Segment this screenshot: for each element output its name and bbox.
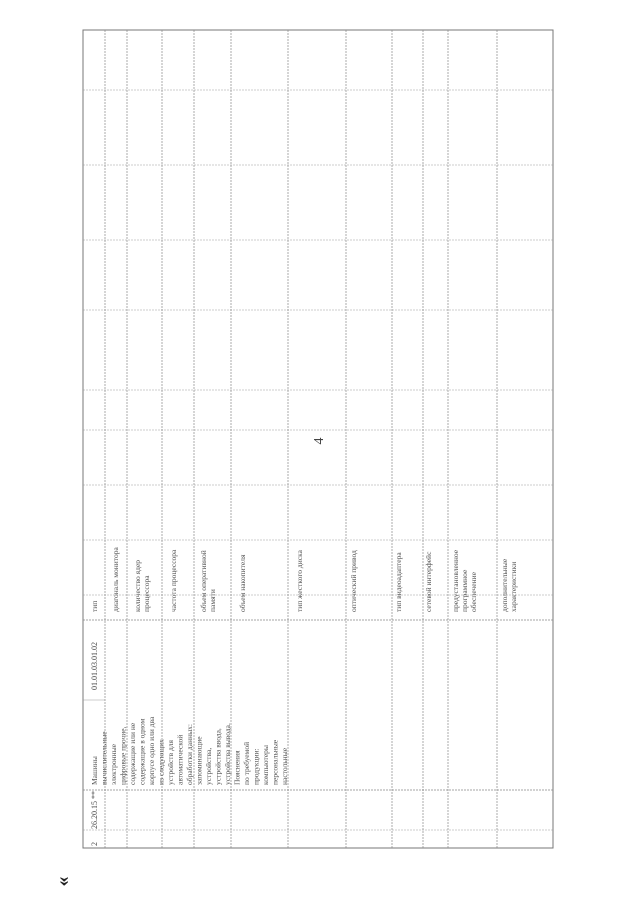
characteristic-label: тип [90, 600, 99, 612]
characteristic-label: обеспечение [469, 572, 478, 612]
product-name-line: устройства, [204, 747, 213, 785]
characteristic-label: памяти [208, 589, 217, 612]
characteristic-label: диагональ монитора [111, 547, 120, 612]
characteristic-label: программное [460, 569, 469, 612]
product-name-line: Машины [90, 756, 99, 785]
characteristic-label: количество ядер [133, 559, 142, 612]
characteristic-label: частота процессора [169, 549, 178, 612]
okpd2-code: 26.20.15 ** [90, 791, 99, 829]
characteristic-label: процессора [142, 575, 151, 612]
product-name-line: обработки данных: [185, 724, 194, 785]
product-name-line: персональные [270, 739, 280, 785]
characteristic-label: предустановленное [451, 549, 460, 612]
product-name-line: по требуемой [242, 741, 251, 785]
characteristic-label: тип видеоадаптера [394, 552, 403, 612]
product-name-line: цифровые прочие, [118, 726, 128, 785]
product-name-line: компьютеры [261, 745, 270, 785]
characteristic-label: объем оперативной [199, 550, 208, 612]
product-name-line: электронные [109, 744, 118, 785]
characteristic-label: тип жесткого диска [295, 550, 304, 612]
product-name-line: устройства ввода, [213, 728, 223, 785]
product-name-line: устройства вывода. [223, 723, 232, 785]
characteristic-label: объем накопителя [238, 554, 247, 612]
product-name-line: автоматической [175, 734, 185, 785]
product-name-line: вычислительные [99, 731, 109, 785]
opening-quote: « [51, 876, 74, 887]
product-name-line: корпусе одно или два [147, 716, 156, 785]
row-number: 2 [90, 842, 99, 846]
product-name-line: запоминающие [194, 736, 204, 785]
product-name-line: продукции: [251, 748, 261, 785]
characteristic-label: дополнительные [500, 558, 509, 612]
product-name-line: из следующих [156, 739, 166, 785]
characteristic-label: сетевой интерфейс [424, 551, 433, 612]
characteristic-label: оптический привод [349, 550, 358, 612]
product-name-line: содержащие или не [128, 722, 137, 785]
characteristic-label: характеристики [509, 561, 518, 612]
page-number: 4 [312, 437, 327, 445]
product-name-line: содержащие в одном [137, 718, 147, 785]
product-name-line: настольные [280, 747, 289, 785]
product-name-line: Пояснения [232, 750, 242, 785]
product-name-line: устройств для [166, 740, 175, 785]
ktru-code: 01.01.03.01.02 [90, 642, 99, 690]
